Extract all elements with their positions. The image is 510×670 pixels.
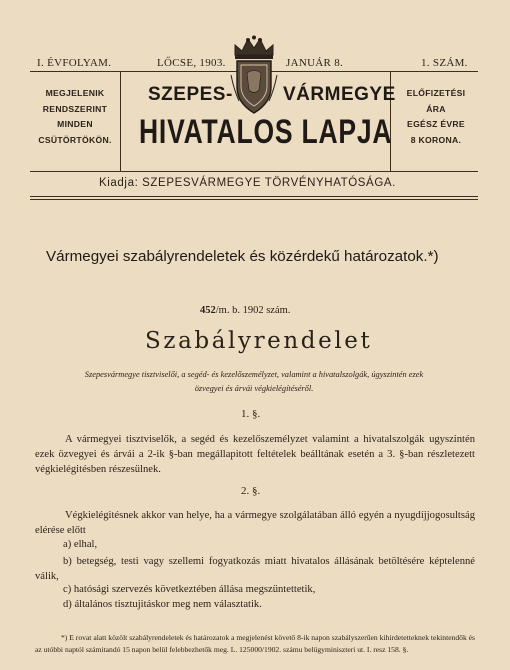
list-item-a: a) elhal, — [63, 539, 98, 550]
publisher-line: Kiadja: SZEPESVÁRMEGYE TÖRVÉNYHATÓSÁGA. — [99, 177, 396, 189]
masthead-bottom-rule-1 — [30, 196, 478, 197]
list-item-b: b) betegség, testi vagy szellemi fogyatkozás miatt hivatalos állásának betöltésére képtelenné válik, — [35, 556, 475, 582]
schedule-line: MEGJELENIK — [45, 88, 105, 98]
price-line: 8 KORONA. — [410, 134, 462, 145]
date-label: JANUÁR 8. — [286, 57, 344, 69]
masthead-bottom-rule-2 — [30, 199, 478, 200]
paragraph-2: Végkielégitésnek akkor van helye, ha a vármegye szolgálatában álló egyén a nyugdíjjogosultság elérése előtt — [35, 510, 475, 536]
document-number-rest: /m. b. 1902 szám. — [215, 305, 291, 316]
document-title: Szabályrendelet — [145, 328, 373, 354]
schedule-line: CSÜTÖRTÖKÖN. — [38, 134, 112, 145]
document-subtitle — [28, 368, 480, 396]
section-heading: Vármegyei szabályrendeletek és közérdekű határozatok.*) — [46, 248, 439, 265]
subtitle-line-1: Szepesvármegye tisztviselői, a segéd- és kezelőszemélyzet, valamint a hivatalszolgák, úgyszintén ezek — [84, 370, 424, 379]
masthead-main-title: HIVATALOS LAPJA — [139, 113, 393, 151]
paragraph-1: A vármegyei tisztviselők, a segéd és kezelőszemélyzet valamint a hivatalszolgák ugyszintén ezek özvegyei és árvái a 2-ik §-ban megállapitott feltételek beálltának esetén a 3. §-ban részletezett végkielégitésben részesülnek. — [35, 434, 475, 475]
price-line: ÁRA — [426, 103, 446, 114]
volume-label: I. ÉVFOLYAM. — [37, 57, 112, 69]
subtitle-line-2: özvegyei és árvái végkielégítéséről. — [194, 384, 314, 393]
section-number-2: 2. §. — [241, 485, 261, 497]
document-number-bold: 452 — [200, 305, 216, 316]
place-date-label: LŐCSE, 1903. — [157, 57, 226, 69]
list-item-d: d) általános tisztujitáskor meg nem választatik. — [63, 599, 262, 610]
schedule-line: RENDSZERINT — [42, 103, 108, 114]
section-number-1: 1. §. — [241, 408, 261, 420]
footnote: *) E rovat alatt közölt szabályrendeletek és határozatok a megjelenést követő 8-ik napon szabályszerűen kihirdetetteknek tekintendők és az utóbbi naptól számitandó 15 napon belül felebbezhetők meg. L. 125000/1902. számu belügyminiszteri ut. I. resz 158. §. — [35, 633, 475, 654]
subscription-price-box — [392, 86, 480, 148]
masthead-title-right: VÁRMEGYE — [283, 84, 396, 105]
coat-of-arms-crest-icon — [229, 35, 279, 117]
masthead-title-left: SZEPES- — [148, 84, 233, 105]
publication-schedule-box — [30, 86, 120, 148]
price-line: EGÉSZ ÉVRE — [407, 119, 465, 129]
price-line: ELŐFIZETÉSI — [406, 88, 466, 98]
document-number — [200, 305, 290, 316]
masthead-middle-rule — [30, 171, 478, 172]
issue-number-label: 1. SZÁM. — [421, 57, 468, 69]
left-box-divider — [120, 71, 121, 171]
schedule-line: MINDEN — [57, 119, 93, 129]
list-item-c: c) hatósági szervezés következtében állása megszüntettetik, — [63, 584, 316, 595]
